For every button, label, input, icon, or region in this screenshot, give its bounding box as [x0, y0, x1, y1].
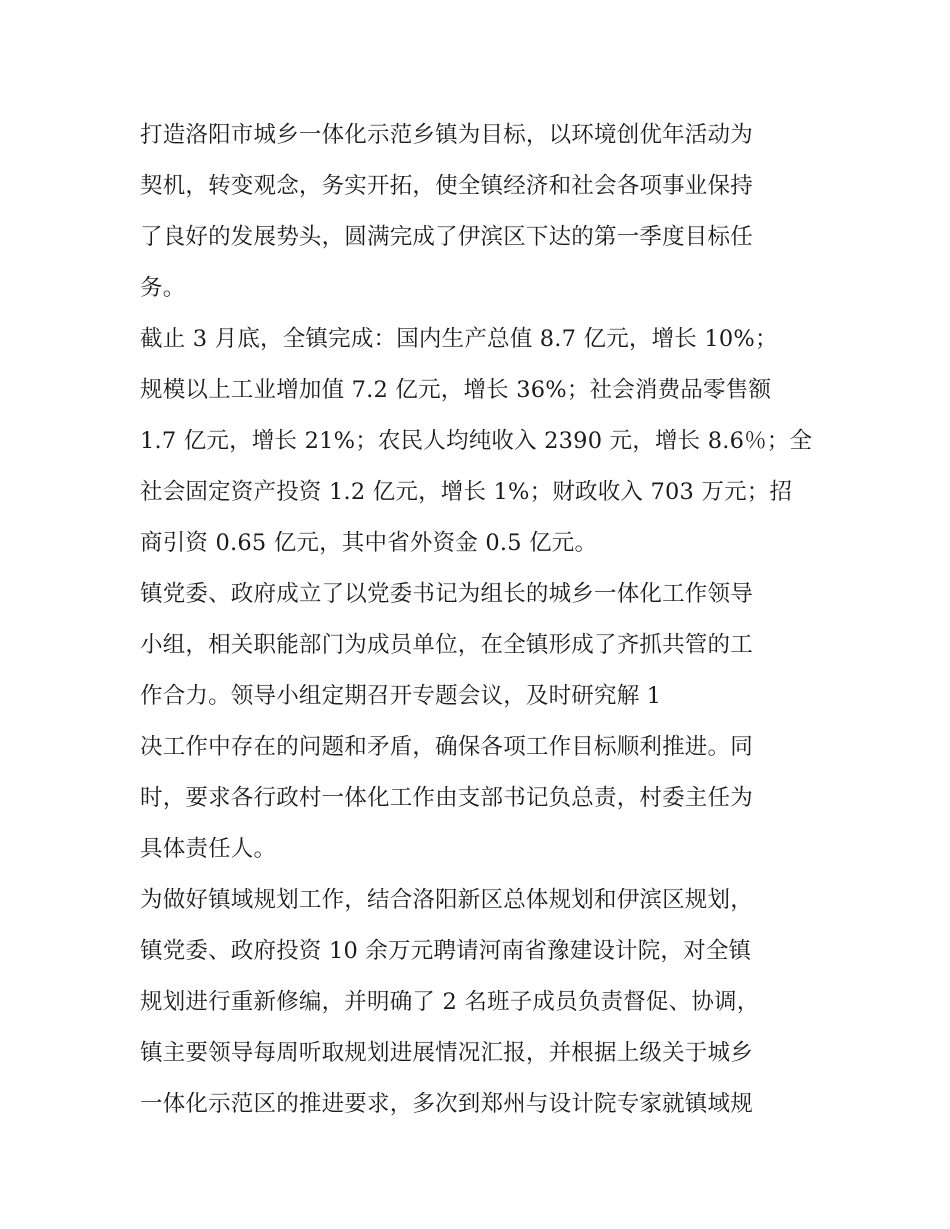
text-line: 契机，转变观念，务实开拓，使全镇经济和社会各项事业保持 [140, 173, 753, 199]
text-line: 具体责任人。 [140, 836, 277, 862]
paragraph-planning [140, 875, 820, 1130]
text-line: 务。 [140, 275, 186, 301]
text-line: 截止 3 月底，全镇完成：国内生产总值 8.7 亿元，增长 10%； [140, 326, 778, 352]
text-line: 作合力。领导小组定期召开专题会议，及时研究解 1 [140, 683, 662, 709]
text-line: 打造洛阳市城乡一体化示范乡镇为目标，以环境创优年活动为 [140, 122, 753, 148]
body-text [140, 110, 820, 1130]
text-line: 1.7 亿元，增长 21%；农民人均纯收入 2390 元，增长 8.6％；全 [140, 428, 813, 454]
text-line: 决工作中存在的问题和矛盾，确保各项工作目标顺利推进。同 [140, 734, 753, 760]
paragraph-goals [140, 110, 820, 314]
text-line: 了良好的发展势头，圆满完成了伊滨区下达的第一季度目标任 [140, 224, 753, 250]
text-line: 规模以上工业增加值 7.2 亿元，增长 36%；社会消费品零售额 [140, 377, 772, 403]
text-line: 镇党委、政府投资 10 余万元聘请河南省豫建设计院，对全镇 [140, 938, 752, 964]
text-line: 为做好镇域规划工作，结合洛阳新区总体规划和伊滨区规划， [140, 887, 753, 913]
text-line: 时，要求各行政村一体化工作由支部书记负总责，村委主任为 [140, 785, 753, 811]
text-line: 一体化示范区的推进要求，多次到郑州与设计院专家就镇域规 [140, 1091, 753, 1117]
text-line: 镇党委、政府成立了以党委书记为组长的城乡一体化工作领导 [140, 581, 753, 607]
text-line: 小组，相关职能部门为成员单位，在全镇形成了齐抓共管的工 [140, 632, 753, 658]
paragraph-leadership [140, 569, 820, 875]
text-line: 社会固定资产投资 1.2 亿元，增长 1%；财政收入 703 万元；招 [140, 479, 793, 505]
text-line: 规划进行重新修编，并明确了 2 名班子成员负责督促、协调， [140, 989, 760, 1015]
paragraph-statistics [140, 314, 820, 569]
text-line: 商引资 0.65 亿元，其中省外资金 0.5 亿元。 [140, 530, 598, 556]
text-line: 镇主要领导每周听取规划进展情况汇报，并根据上级关于城乡 [140, 1040, 753, 1066]
